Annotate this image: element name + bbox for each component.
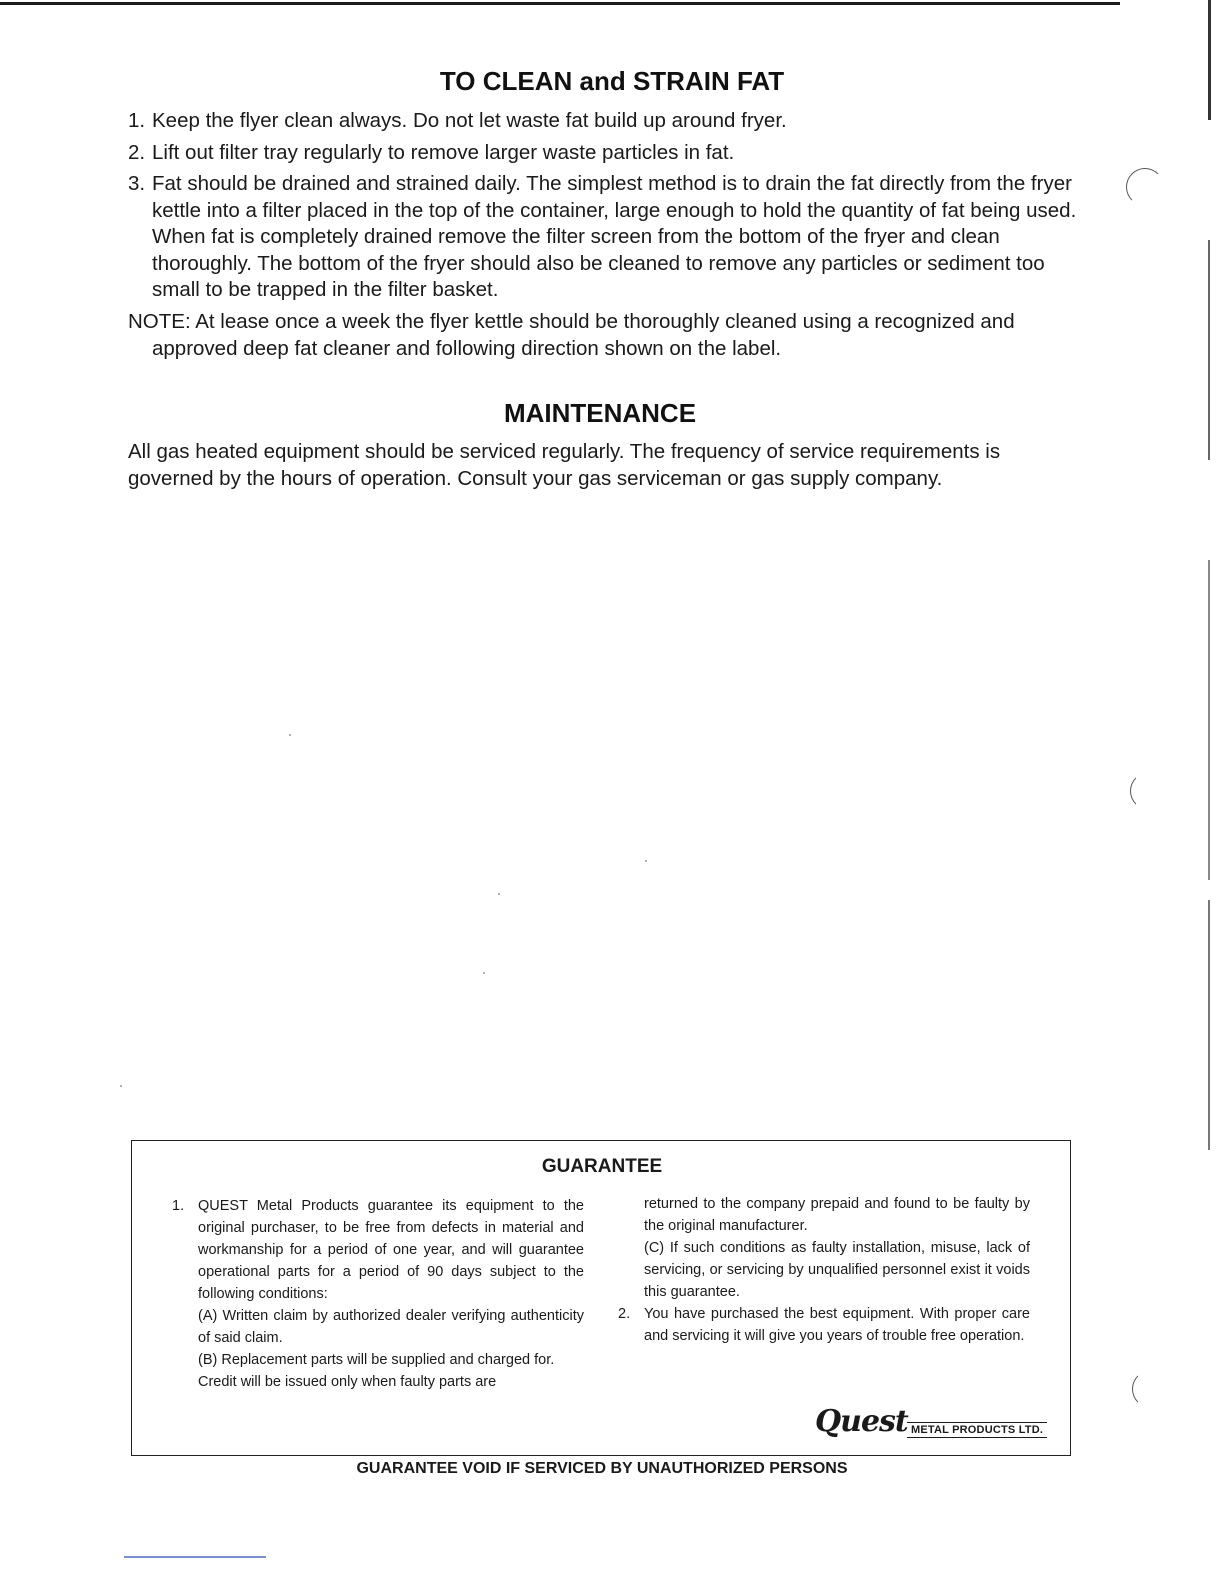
guarantee-credit-end: returned to the company prepaid and found to be faulty by the original manufacturer.: [644, 1196, 1030, 1234]
guarantee-credit-start: Credit will be issued only when faulty parts are: [198, 1374, 497, 1390]
clean-note: NOTE: At lease once a week the flyer kettle should be thoroughly cleaned using a recognized and approved deep fat cleaner and following direction shown on the label.: [128, 310, 1015, 360]
clean-steps-list: [128, 108, 1078, 309]
punch-hole-mark: [1132, 1370, 1170, 1408]
top-scan-rule: [0, 2, 1120, 5]
punch-hole-mark: [1126, 168, 1164, 206]
scan-speck: [289, 734, 291, 736]
guarantee-right-column: [618, 1193, 1030, 1347]
page-edge-mark: [1208, 0, 1211, 120]
step-text: Keep the flyer clean always. Do not let waste fat build up around fryer.: [152, 109, 787, 132]
page-edge-mark: [1208, 560, 1210, 880]
guarantee-item-text: QUEST Metal Products guarantee its equipment to the original purchaser, to be free from defects in material and workmanship for a period of one year, and will guarantee operational parts for a period of 90 days subject to the following conditions:: [198, 1198, 584, 1302]
bottom-rule: [124, 1556, 266, 1558]
list-item: [128, 140, 1078, 167]
guarantee-item-1: [172, 1195, 584, 1305]
guarantee-condition-c: (C) If such conditions as faulty installation, misuse, lack of servicing, or servicing by unqualified personnel exist it voids this guarantee.: [644, 1240, 1030, 1300]
maintenance-text: All gas heated equipment should be serviced regularly. The frequency of service requirements is governed by the hours of operation. Consult your gas serviceman or gas supply company.: [128, 440, 1001, 490]
scan-speck: [120, 1085, 122, 1087]
guarantee-left-column: [172, 1195, 584, 1393]
guarantee-item-number: 2.: [618, 1306, 631, 1322]
guarantee-condition-a: (A) Written claim by authorized dealer verifying authenticity of said claim.: [198, 1308, 584, 1346]
step-number: 2.: [128, 140, 146, 164]
logo-script: Quest: [815, 1404, 908, 1439]
guarantee-condition-b: (B) Replacement parts will be supplied and charged for.: [198, 1352, 555, 1368]
clean-section-title: TO CLEAN and STRAIN FAT: [439, 66, 785, 96]
scan-speck: [498, 893, 500, 895]
list-item: [128, 108, 1078, 135]
step-number: 1.: [128, 109, 146, 132]
page-edge-mark: [1208, 240, 1210, 460]
list-item: [128, 171, 1078, 304]
step-number: 3.: [128, 172, 146, 195]
scan-speck: [483, 972, 485, 974]
punch-hole-mark: [1130, 772, 1168, 810]
guarantee-void-notice: GUARANTEE VOID IF SERVICED BY UNAUTHORIZED PERSONS: [356, 1460, 848, 1477]
maintenance-title: MAINTENANCE: [503, 398, 697, 428]
step-text: Lift out filter tray regularly to remove larger waste particles in fat.: [152, 140, 735, 164]
guarantee-item-text: You have purchased the best equipment. With proper care and servicing it will give you years of trouble free operation.: [644, 1306, 1030, 1344]
page-edge-mark: [1208, 900, 1210, 1150]
quest-logo: [815, 1404, 1055, 1444]
guarantee-title: GUARANTEE: [541, 1156, 663, 1177]
guarantee-item-2: [618, 1303, 1030, 1347]
step-text: Fat should be drained and strained daily. The simplest method is to drain the fat directly from the fryer kettle into a filter placed in the top of the container, large enough to hold the quantity of fat being used. When fat is completely drained remove the filter screen from the bottom of the fryer and clean thoroughly. The bottom of the fryer should also be cleaned to remove any particles or sediment too small to be trapped in the filter basket.: [152, 172, 1077, 301]
scan-speck: [645, 860, 647, 862]
logo-tagline: METAL PRODUCTS LTD.: [907, 1422, 1047, 1438]
guarantee-item-number: 1.: [172, 1198, 185, 1214]
